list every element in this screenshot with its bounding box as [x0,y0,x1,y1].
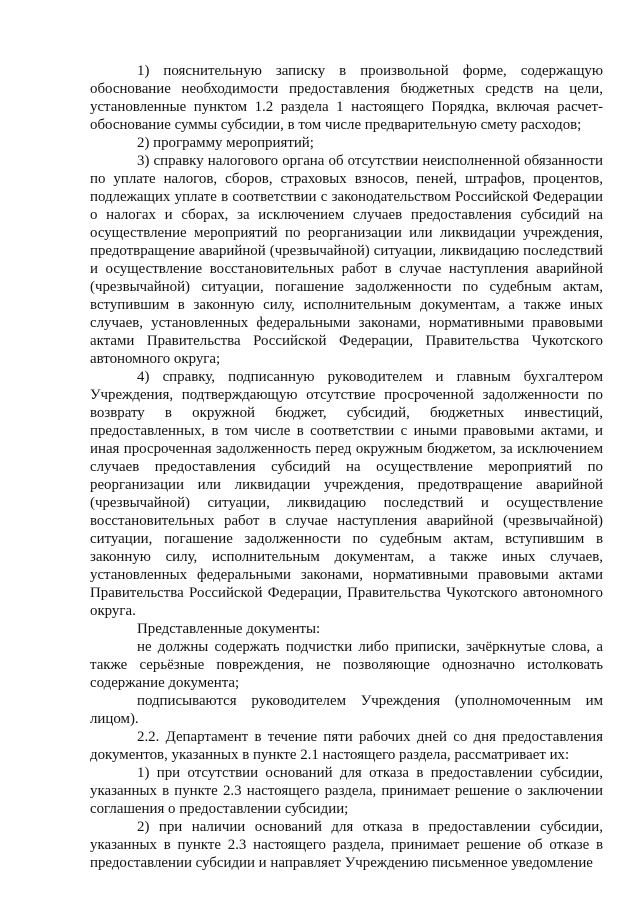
paragraph-explanatory-note: 1) пояснительную записку в произвольной форме, содержащую обоснование необходимости предоставления бюджетных средств на цели, установленные пунктом 1.2 раздела 1 настоящего Порядка, включая расчет-обоснование суммы субсидии, в том числе предварительную смету расходов; [90,63,603,133]
paragraph-tax-certificate: 3) справку налогового органа об отсутствии неисполненной обязанности по уплате налогов, сборов, страховых взносов, пеней, штрафов, процентов, подлежащих уплате в соответствии с законодательством Российской Федерации о налогах и сборах, за исключением случаев предоставления субсидий на осуществление мероприятий по реорганизации или ликвидации учреждения, предотвращение аварийной (чрезвычайной) ситуации, ликвидацию последствий и осуществление восстановительных работ в случае наступления аварийной (чрезвычайной) ситуации, погашение задолженности по судебным актам, вступившим в законную силу, исполнительным документам, а также иных случаев, установленных федеральными законами, нормативными правовыми актами Правительства Российской Федерации, Правительства Чукотского автономного округа; [90,153,603,367]
paragraph-submitted-documents: Представленные документы: [137,621,321,637]
paragraph-section-2-2: 2.2. Департамент в течение пяти рабочих дней со дня предоставления документов, указанных в пункте 2.1 настоящего раздела, рассматривает их: [90,729,603,763]
paragraph-no-corrections: не должны содержать подчистки либо приписки, зачёркнутые слова, а также серьёзные повреждения, не позволяющие однозначно истолковать содержание документа; [90,639,603,691]
paragraph-no-grounds-for-refusal: 1) при отсутствии оснований для отказа в предоставлении субсидии, указанных в пункте 2.3 настоящего раздела, принимает решение о заключении соглашения о предоставлении субсидии; [90,765,603,817]
paragraph-grounds-for-refusal: 2) при наличии оснований для отказа в предоставлении субсидии, указанных в пункте 2.3 настоящего раздела, принимает решение об отказе в предоставлении субсидии и направляет Учреждению письменное уведомление [90,819,603,871]
paragraph-signed-by-head: подписываются руководителем Учреждения (уполномоченным им лицом). [90,693,603,727]
document-page [90,62,603,872]
paragraph-program: 2) программу мероприятий; [137,135,314,151]
paragraph-debt-certificate: 4) справку, подписанную руководителем и главным бухгалтером Учреждения, подтверждающую отсутствие просроченной задолженности по возврату в окружной бюджет, субсидий, бюджетных инвестиций, предоставленных, в том числе в соответствии с иными правовыми актами, и иная просроченная задолженность перед окружным бюджетом, за исключением случаев предоставления субсидий на осуществление мероприятий по реорганизации или ликвидации учреждения, предотвращение аварийной (чрезвычайной) ситуации, ликвидацию последствий и осуществление восстановительных работ в случае наступления аварийной (чрезвычайной) ситуации, погашение задолженности по судебным актам, вступившим в законную силу, исполнительным документам, а также иных случаев, установленных федеральными законами, нормативными правовыми актами Правительства Российской Федерации, Правительства Чукотского автономного округа. [90,369,603,619]
